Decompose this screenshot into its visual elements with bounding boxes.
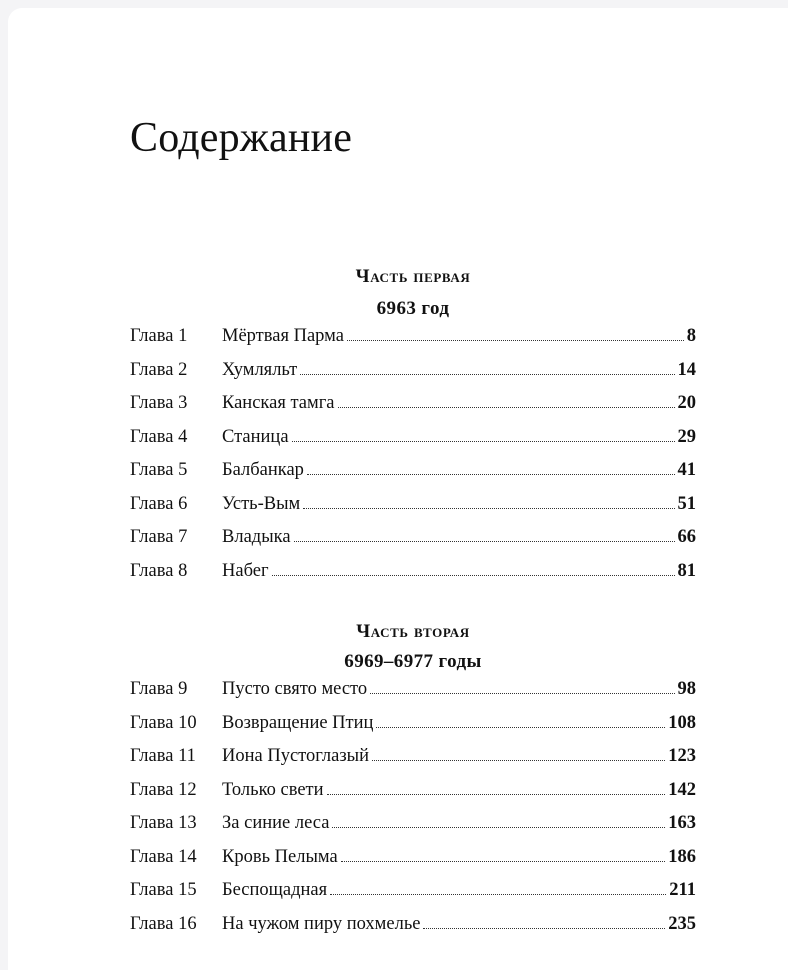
chapter-number: Глава 11 (130, 746, 196, 766)
toc-entry[interactable] (130, 780, 696, 814)
book-page (8, 8, 788, 970)
toc-entry[interactable] (130, 679, 696, 713)
dot-leader (376, 727, 665, 728)
toc-list (130, 326, 696, 594)
chapter-number: Глава 15 (130, 880, 197, 900)
page-number: 235 (668, 913, 696, 934)
dot-leader (347, 340, 684, 341)
dot-leader (341, 861, 666, 862)
chapter-title: Возвращение Птиц (222, 712, 374, 733)
page-number: 98 (677, 679, 696, 699)
page-number: 51 (677, 493, 696, 514)
chapter-title: На чужом пиру похмелье (222, 913, 421, 934)
part-heading: Часть вторая (356, 621, 470, 642)
chapter-title: За синие леса (222, 813, 330, 833)
chapter-number: Глава 7 (130, 527, 188, 547)
toc-entry[interactable] (130, 847, 696, 881)
toc-entry[interactable] (130, 494, 696, 528)
chapter-title: Усть-Вым (222, 493, 301, 514)
chapter-title: Кровь Пелыма (222, 846, 338, 867)
dot-leader (307, 474, 675, 475)
toc-entry[interactable] (130, 393, 696, 427)
chapter-number: Глава 9 (130, 679, 188, 699)
toc-entry[interactable] (130, 561, 696, 595)
chapter-number: Глава 16 (130, 913, 197, 934)
page-number: 8 (686, 326, 696, 346)
chapter-title: Канская тамга (222, 393, 335, 413)
dot-leader (292, 441, 675, 442)
page-number: 108 (668, 712, 696, 733)
chapter-number: Глава 5 (130, 460, 188, 480)
toc-entry[interactable] (130, 713, 696, 747)
dot-leader (370, 693, 674, 694)
chapter-title: Мёртвая Парма (222, 326, 344, 346)
toc-entry[interactable] (130, 326, 696, 360)
chapter-title: Иона Пустоглазый (222, 746, 369, 766)
toc-entry[interactable] (130, 813, 696, 847)
page-number: 14 (677, 359, 696, 380)
dot-leader (338, 407, 675, 408)
page-number: 163 (668, 813, 696, 833)
chapter-title: Хумляльт (222, 359, 298, 380)
toc-entry[interactable] (130, 746, 696, 780)
toc-entry[interactable] (130, 460, 696, 494)
dot-leader (332, 827, 665, 828)
chapter-number: Глава 2 (130, 359, 188, 380)
dot-leader (303, 508, 674, 509)
chapter-title: Балбанкар (222, 460, 304, 480)
chapter-title: Беспощадная (222, 880, 328, 900)
dot-leader (327, 794, 666, 795)
page-title: Содержание (130, 115, 353, 161)
chapter-title: Владыка (222, 527, 291, 547)
chapter-number: Глава 10 (130, 712, 197, 733)
dot-leader (300, 374, 674, 375)
toc-entry[interactable] (130, 427, 696, 461)
chapter-number: Глава 3 (130, 393, 188, 413)
dot-leader (330, 894, 666, 895)
chapter-number: Глава 4 (130, 426, 188, 447)
chapter-title: Набег (222, 560, 269, 581)
dot-leader (423, 928, 665, 929)
dot-leader (294, 541, 675, 542)
chapter-title: Только свети (222, 779, 324, 800)
chapter-number: Глава 13 (130, 813, 197, 833)
chapter-number: Глава 14 (130, 846, 197, 867)
dot-leader (372, 760, 665, 761)
part-years: 6963 год (376, 298, 450, 319)
chapter-title: Станица (222, 426, 289, 447)
chapter-number: Глава 8 (130, 560, 188, 581)
toc-list (130, 679, 696, 947)
toc-entry[interactable] (130, 527, 696, 561)
page-number: 186 (668, 846, 696, 867)
part-heading: Часть первая (355, 266, 471, 287)
dot-leader (272, 575, 675, 576)
page-number: 142 (668, 779, 696, 800)
page-number: 81 (677, 560, 696, 581)
toc-entry[interactable] (130, 914, 696, 948)
page-number: 41 (677, 460, 696, 480)
page-number: 29 (677, 426, 696, 447)
chapter-title: Пусто свято место (222, 679, 368, 699)
page-number: 123 (668, 746, 696, 766)
chapter-number: Глава 6 (130, 493, 188, 514)
toc-entry[interactable] (130, 360, 696, 394)
page-number: 20 (677, 393, 696, 413)
page-number: 211 (669, 880, 696, 900)
chapter-number: Глава 1 (130, 326, 188, 346)
chapter-number: Глава 12 (130, 779, 197, 800)
page-number: 66 (677, 527, 696, 547)
part-years: 6969–6977 годы (344, 651, 482, 672)
toc-entry[interactable] (130, 880, 696, 914)
